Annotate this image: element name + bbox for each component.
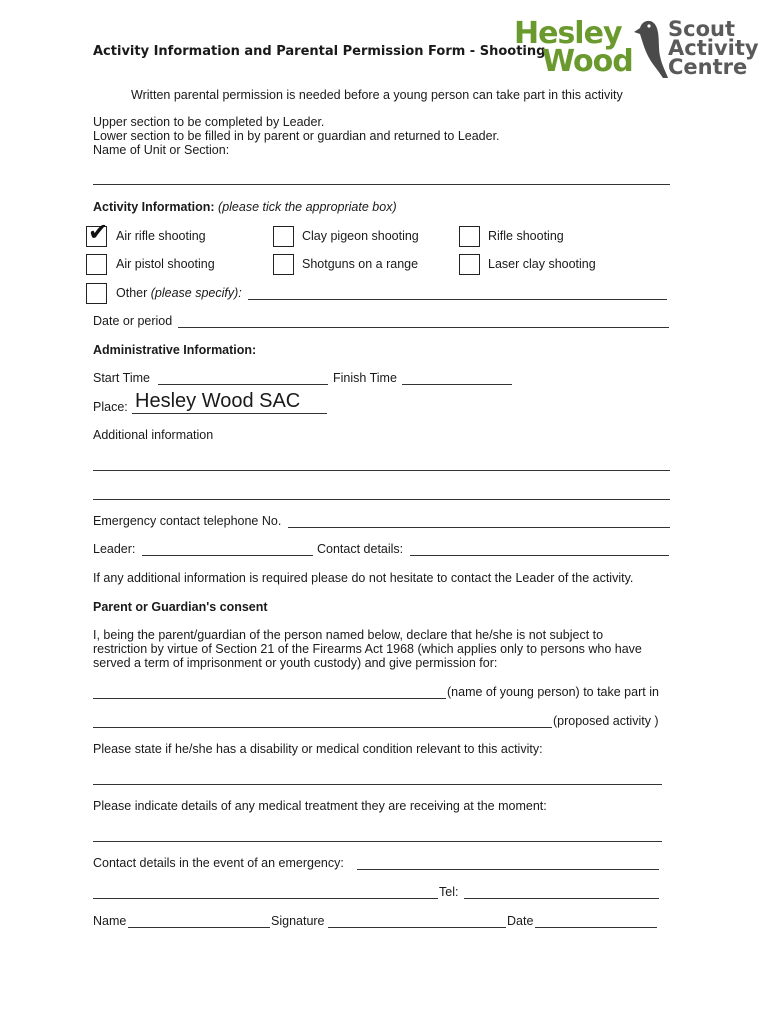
disability-label: Please state if he/she has a disability or medical condition relevant to this activity:: [93, 742, 543, 756]
finish-time-line[interactable]: [402, 384, 512, 385]
contact-details-line[interactable]: [410, 555, 669, 556]
proposed-activity-label: (proposed activity ): [553, 714, 659, 728]
additional-line-2[interactable]: [93, 499, 670, 500]
emergency-contact-line-2[interactable]: [93, 898, 438, 899]
date-sign-line[interactable]: [535, 927, 657, 928]
additional-line-1[interactable]: [93, 470, 670, 471]
signature-line[interactable]: [328, 927, 506, 928]
activity-heading-label: Activity Information:: [93, 200, 215, 214]
logo-hesley: Hesley: [514, 16, 622, 51]
emergency-phone-line[interactable]: [288, 527, 670, 528]
notice-text: Written parental permission is needed before a young person can take part in this activity: [131, 88, 623, 102]
date-sign-label: Date: [507, 914, 534, 928]
air-rifle-checkbox[interactable]: [86, 218, 109, 247]
other-text: Other: [116, 286, 148, 300]
rifle-shooting-checkbox[interactable]: [459, 226, 480, 247]
logo-wood: Wood: [542, 44, 633, 79]
other-line[interactable]: [248, 299, 667, 300]
rifle-shooting-label: Rifle shooting: [488, 229, 564, 243]
consent-para-2: restriction by virtue of Section 21 of the Firearms Act 1968 (which applies only to persons who have: [93, 642, 642, 656]
check-mark-icon: ✔: [88, 218, 109, 246]
tel-line[interactable]: [464, 898, 659, 899]
consent-para-1: I, being the parent/guardian of the person named below, declare that he/she is not subject to: [93, 628, 604, 642]
air-rifle-label: Air rifle shooting: [116, 229, 206, 243]
additional-info-label: Additional information: [93, 428, 214, 442]
start-time-line[interactable]: [158, 384, 328, 385]
young-person-line[interactable]: [93, 698, 446, 699]
laser-clay-checkbox[interactable]: [459, 254, 480, 275]
emergency-contact-line[interactable]: [357, 869, 659, 870]
other-label: [116, 286, 242, 300]
finish-time-label: Finish Time: [333, 371, 397, 385]
disability-line[interactable]: [93, 784, 662, 785]
leader-line[interactable]: [142, 555, 313, 556]
consent-para-3: served a term of imprisonment or youth custody) and give permission for:: [93, 656, 498, 670]
medical-label: Please indicate details of any medical treatment they are receiving at the moment:: [93, 799, 547, 813]
logo-activity: Activity: [668, 36, 759, 60]
consent-heading: Parent or Guardian's consent: [93, 600, 268, 614]
place-value[interactable]: Hesley Wood SAC: [135, 390, 301, 412]
clay-pigeon-checkbox[interactable]: [273, 226, 294, 247]
lower-section-text: Lower section to be filled in by parent or guardian and returned to Leader.: [93, 129, 500, 143]
other-hint: (please specify):: [150, 286, 242, 300]
logo-scout: Scout: [668, 17, 735, 41]
emergency-contact-label: Contact details in the event of an emergency:: [93, 856, 344, 870]
young-person-label: (name of young person) to take part in: [447, 685, 659, 699]
upper-section-text: Upper section to be completed by Leader.: [93, 115, 325, 129]
unit-line[interactable]: [93, 184, 670, 185]
form-title: Activity Information and Parental Permission Form - Shooting: [93, 44, 546, 59]
place-line[interactable]: [132, 413, 327, 414]
activity-heading: [93, 200, 397, 214]
date-line[interactable]: [178, 327, 669, 328]
air-pistol-checkbox[interactable]: [86, 254, 107, 275]
leader-label: Leader:: [93, 542, 136, 556]
other-checkbox[interactable]: [86, 283, 107, 304]
air-pistol-label: Air pistol shooting: [116, 257, 215, 271]
start-time-label: Start Time: [93, 371, 150, 385]
proposed-activity-line[interactable]: [93, 727, 552, 728]
name-line[interactable]: [128, 927, 270, 928]
date-label: Date or period: [93, 314, 173, 328]
unit-label: Name of Unit or Section:: [93, 143, 230, 157]
shotguns-checkbox[interactable]: [273, 254, 294, 275]
clay-pigeon-label: Clay pigeon shooting: [302, 229, 419, 243]
medical-line[interactable]: [93, 841, 662, 842]
logo: [514, 16, 759, 78]
place-label: Place:: [93, 400, 128, 414]
logo-centre: Centre: [668, 55, 748, 79]
additional-note: If any additional information is required please do not hesitate to contact the Leader of the activity.: [93, 571, 634, 585]
tel-label: Tel:: [439, 885, 459, 899]
laser-clay-label: Laser clay shooting: [488, 257, 596, 271]
contact-details-label: Contact details:: [317, 542, 404, 556]
signature-label: Signature: [271, 914, 325, 928]
admin-heading: Administrative Information:: [93, 343, 257, 357]
emergency-phone-label: Emergency contact telephone No.: [93, 514, 282, 528]
bird-icon: [630, 16, 670, 80]
activity-heading-hint: (please tick the appropriate box): [218, 200, 397, 214]
shotguns-label: Shotguns on a range: [302, 257, 419, 271]
name-label: Name: [93, 914, 127, 928]
